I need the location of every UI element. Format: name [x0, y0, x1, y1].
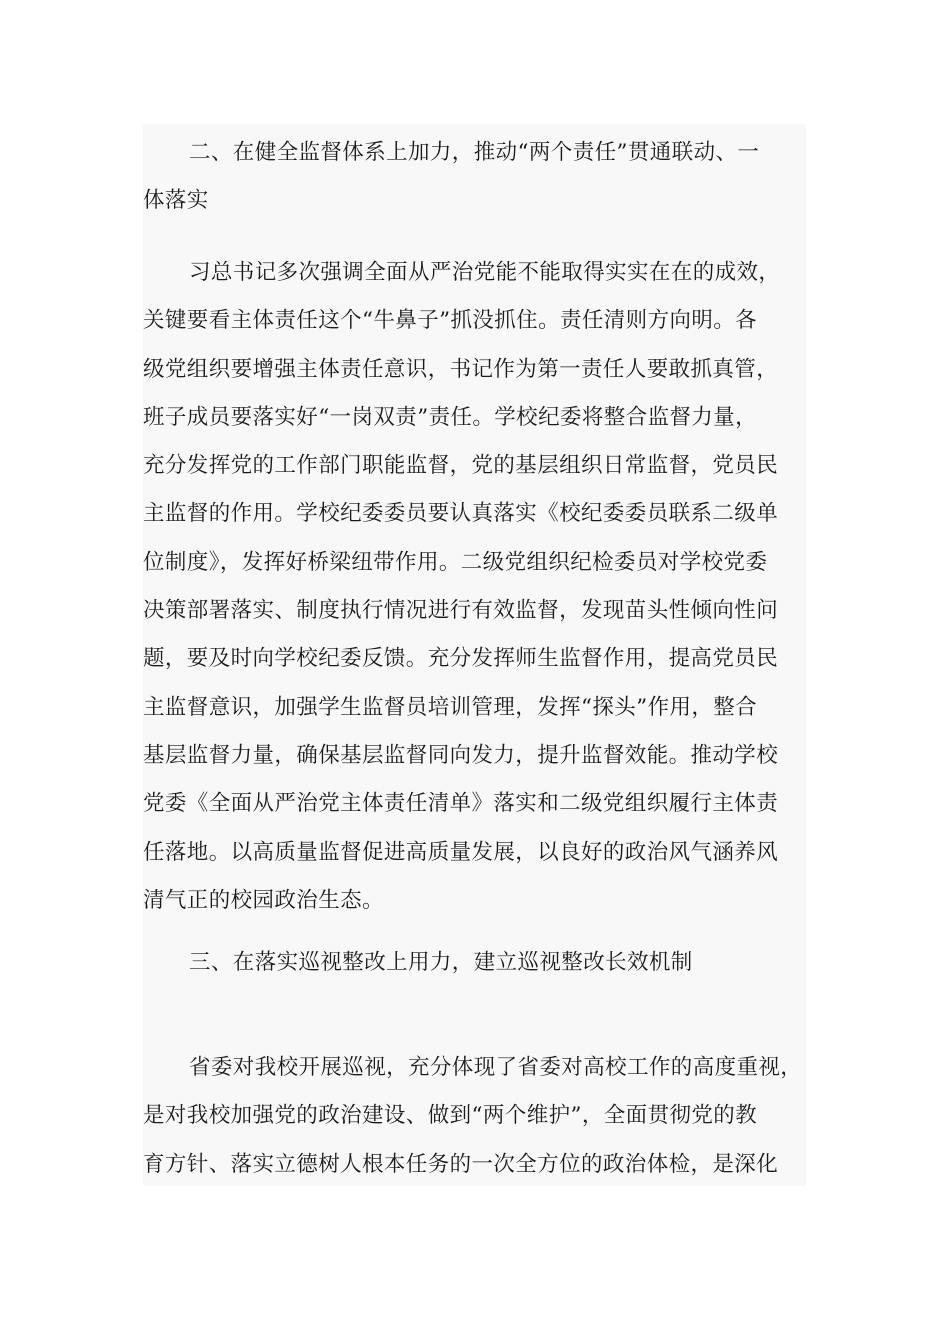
section-heading-3: [143, 939, 806, 987]
document-page-body: [143, 124, 806, 1186]
heading-line: 体落实: [143, 188, 209, 214]
paragraph-line: 班子成员要落实好“一岗双责”责任。学校纪委将整合监督力量，: [143, 404, 758, 430]
paragraph-line: 主监督的作用。学校纪委委员要认真落实《校纪委委员联系二级单: [143, 501, 779, 527]
heading-line: 二、在健全监督体系上加力，推动“两个责任”贯通联动、一: [189, 140, 760, 165]
paragraph-line: 是对我校加强党的政治建设、做到“两个维护”，全面贯彻党的教: [143, 1103, 758, 1129]
paragraph-responsibility: [143, 249, 806, 925]
paragraph-line: 基层监督力量，确保基层监督同向发力，提升监督效能。推动学校: [143, 742, 779, 768]
paragraph-line: 党委《全面从严治党主体责任清单》落实和二级党组织履行主体责: [143, 791, 779, 817]
paragraph-line: 任落地。以高质量监督促进高质量发展，以良好的政治风气涵养风: [143, 839, 779, 865]
paragraph-line: 充分发挥党的工作部门职能监督，党的基层组织日常监督，党员民: [143, 453, 779, 479]
paragraph-line: 位制度》，发挥好桥梁纽带作用。二级党组织纪检委员对学校党委: [143, 549, 768, 575]
paragraph-inspection: [143, 1044, 806, 1186]
paragraph-line: 级党组织要增强主体责任意识，书记作为第一责任人要敢抓真管，: [143, 356, 779, 382]
paragraph-line: 关键要看主体责任这个“牛鼻子”抓没抓住。责任清则方向明。各: [143, 308, 758, 334]
paragraph-line: 习总书记多次强调全面从严治党能不能取得实实在在的成效，: [189, 260, 781, 285]
paragraph-line: 清气正的校园政治生态。: [143, 887, 384, 913]
paragraph-line: 题，要及时向学校纪委反馈。充分发挥师生监督作用，提高党员民: [143, 646, 779, 672]
paragraph-line: 决策部署落实、制度执行情况进行有效监督，发现苗头性倾向性问: [143, 598, 779, 624]
paragraph-line: 育方针、落实立德树人根本任务的一次全方位的政治体检，是深化: [143, 1151, 779, 1177]
heading-line: 三、在落实巡视整改上用力，建立巡视整改长效机制: [189, 950, 693, 975]
paragraph-line: 省委对我校开展巡视，充分体现了省委对高校工作的高度重视，: [189, 1055, 803, 1080]
section-heading-2: [143, 129, 806, 226]
paragraph-line: 主监督意识，加强学生监督员培训管理，发挥“探头”作用，整合: [143, 694, 758, 720]
